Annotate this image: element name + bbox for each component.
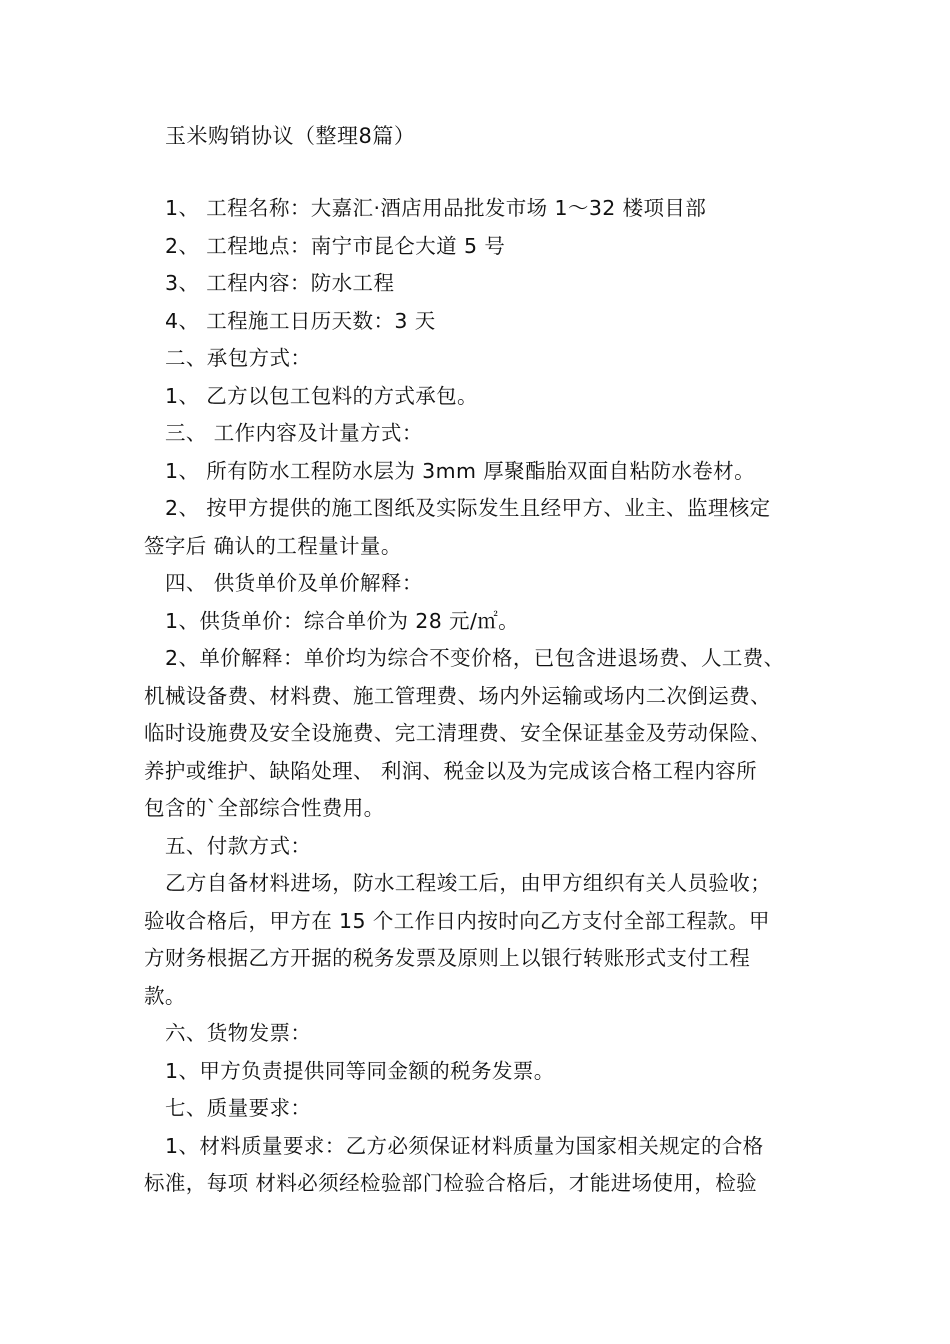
unit-price-item-2-line-2: 机械设备费、材料费、施工管理费、场内外运输或场内二次倒运费、: [144, 683, 771, 708]
document-title: 玉米购销协议（整理8篇）: [165, 124, 416, 148]
unit-price-item-2-line-3: 临时设施费及安全设施费、完工清理费、安全保证基金及劳动保险、: [144, 721, 771, 745]
section-heading-work-content: 三、 工作内容及计量方式：: [165, 421, 423, 445]
quality-item-1-line-1: 1、材料质量要求：乙方必须保证材料质量为国家相关规定的合格: [165, 1133, 764, 1158]
project-location-line: 2、 工程地点：南宁市昆仑大道 5 号: [165, 233, 506, 258]
project-days-line: 4、 工程施工日历天数：3 天: [165, 308, 436, 333]
contracting-item-1: 1、 乙方以包工包料的方式承包。: [165, 383, 478, 408]
section-heading-contracting: 二、承包方式：: [165, 346, 312, 370]
payment-paragraph-line-4: 款。: [144, 983, 186, 1008]
section-heading-unit-price: 四、 供货单价及单价解释：: [165, 571, 423, 595]
section-heading-payment: 五、付款方式：: [165, 833, 312, 858]
project-content-line: 3、 工程内容：防水工程: [165, 271, 395, 295]
work-content-item-2-line-2: 签字后 确认的工程量计量。: [144, 533, 402, 558]
payment-paragraph-line-2: 验收合格后，甲方在 15 个工作日内按时向乙方支付全部工程款。甲: [144, 908, 770, 933]
quality-item-1-line-2: 标准，每项 材料必须经检验部门检验合格后，才能进场使用，检验: [144, 1171, 758, 1195]
unit-price-item-2-line-5: 包含的`全部综合性费用。: [144, 796, 385, 820]
work-content-item-2-line-1: 2、 按甲方提供的施工图纸及实际发生且经甲方、业主、监理核定: [165, 496, 771, 520]
work-content-item-1: 1、 所有防水工程防水层为 3mm 厚聚酯胎双面自粘防水卷材。: [165, 458, 755, 483]
section-heading-invoice: 六、货物发票：: [165, 1021, 312, 1045]
unit-price-item-1: 1、供货单价：综合单价为 28 元/㎡。: [165, 608, 520, 633]
section-heading-quality: 七、质量要求：: [165, 1096, 312, 1120]
payment-paragraph-line-3: 方财务根据乙方开据的税务发票及原则上以银行转账形式支付工程: [144, 946, 751, 970]
payment-paragraph-line-1: 乙方自备材料进场，防水工程竣工后，由甲方组织有关人员验收；: [165, 871, 772, 895]
document-body: [144, 190, 814, 1203]
unit-price-item-2-line-1: 2、单价解释：单价均为综合不变价格，已包含进退场费、人工费、: [165, 646, 785, 670]
project-name-line: 1、 工程名称：大嘉汇·酒店用品批发市场 1～32 楼项目部: [165, 196, 707, 220]
invoice-item-1: 1、甲方负责提供同等同金额的税务发票。: [165, 1058, 555, 1083]
unit-price-item-2-line-4: 养护或维护、缺陷处理、 利润、税金以及为完成该合格工程内容所: [144, 758, 758, 783]
